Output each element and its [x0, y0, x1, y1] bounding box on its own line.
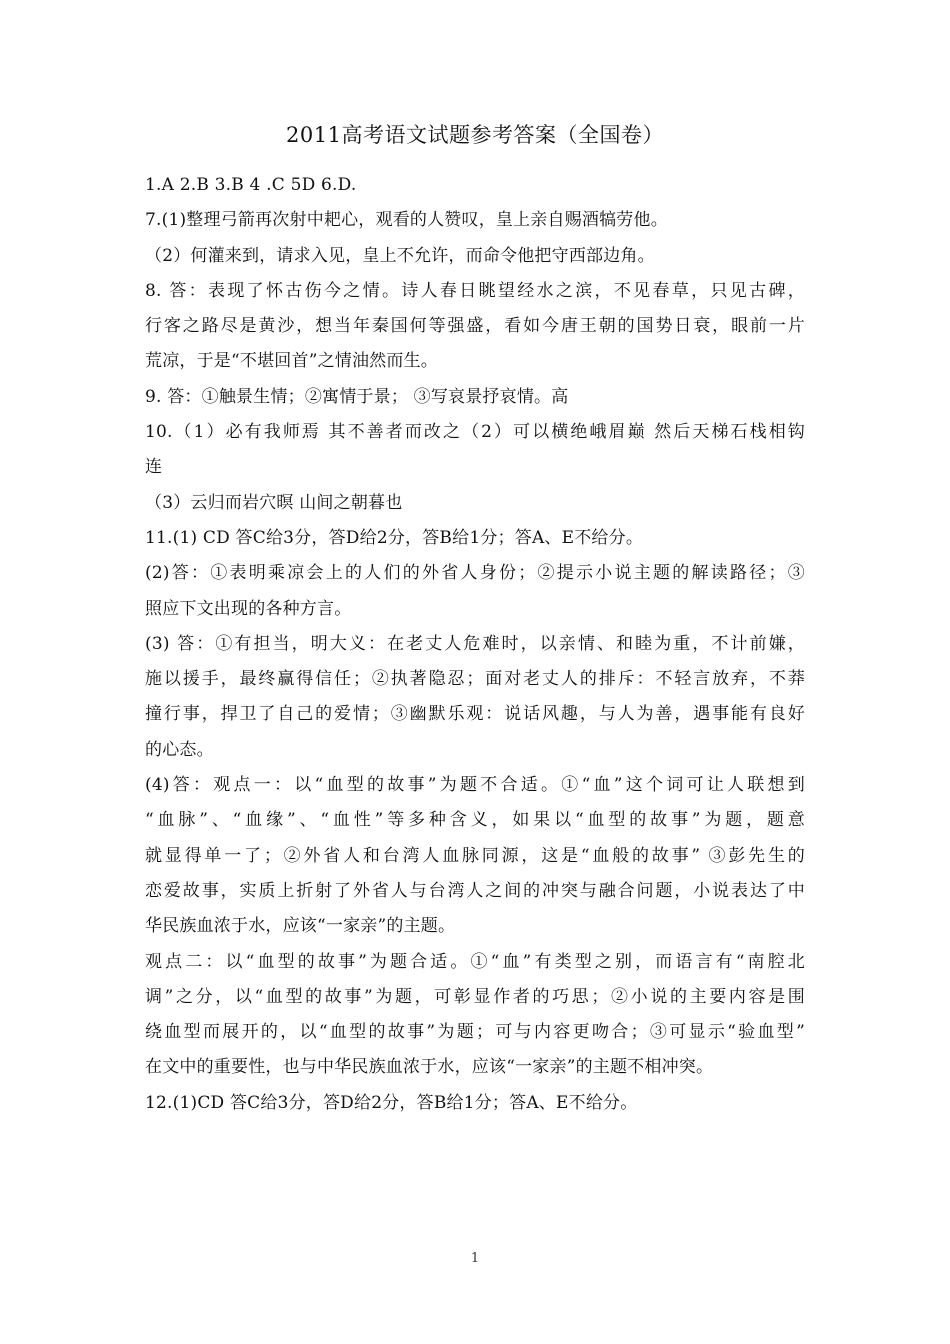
text-line: 7.(1)整理弓箭再次射中耙心，观看的人赞叹，皇上亲自赐酒犒劳他。	[145, 210, 668, 231]
page-number: 1	[470, 1251, 480, 1266]
answer-body	[145, 168, 805, 1121]
text-line: 施以援手，最终赢得信任；②执著隐忍；面对老丈人的排斥：不轻言放弃，不莽	[145, 669, 805, 690]
text-line: 12.(1)CD 答C给3分，答D给2分，答B给1分；答A、E不给分。	[145, 1092, 638, 1113]
text-line: 照应下文出现的各种方言。	[145, 598, 352, 619]
page-title: 2011高考语文试题参考答案（全国卷）	[286, 123, 664, 147]
text-line: 连	[145, 457, 163, 478]
text-line: 恋爱故事，实质上折射了外省人与台湾人之间的冲突与融合问题，小说表达了中	[145, 880, 805, 901]
text-line: 8. 答：表现了怀古伤今之情。诗人春日眺望经水之滨，不见春草，只见古碑，	[145, 280, 805, 301]
text-line: 撞行事，捍卫了自己的爱情；③幽默乐观：说话风趣，与人为善，遇事能有良好	[145, 704, 805, 725]
text-line: (2)答：①表明乘凉会上的人们的外省人身份；②提示小说主题的解读路径；③	[145, 563, 805, 584]
text-line: (3) 答：①有担当，明大义：在老丈人危难时，以亲情、和睦为重，不计前嫌，	[145, 633, 805, 654]
text-line: 华民族血浓于水，应该“一家亲”的主题。	[145, 916, 456, 937]
text-line: (4)答：观点一：以“血型的故事”为题不合适。①“血”这个词可让人联想到	[145, 775, 805, 796]
text-line: 11.(1) CD 答C给3分，答D给2分，答B给1分；答A、E不给分。	[145, 527, 644, 548]
text-line: 9. 答：①触景生情；②寓情于景； ③写哀景抒哀情。高	[145, 386, 569, 407]
text-line: 10.（1）必有我师焉 其不善者而改之（2）可以横绝峨眉巅 然后天梯石栈相钩	[145, 422, 805, 443]
text-line: 观点二：以“血型的故事”为题合适。①“血”有类型之别，而语言有“南腔北	[145, 951, 805, 972]
text-line: 的心态。	[145, 739, 214, 760]
text-line: 调”之分，以“血型的故事”为题，可彰显作者的巧思；②小说的主要内容是围	[145, 986, 805, 1007]
text-line: 1.A 2.B 3.B 4 .C 5D 6.D.	[145, 175, 357, 195]
text-line: 绕血型而展开的，以“血型的故事”为题；可与内容更吻合；③可显示“验血型”	[145, 1022, 805, 1043]
text-line: （3）云归而岩穴暝 山间之朝暮也	[145, 492, 403, 513]
text-line: 就显得单一了；②外省人和台湾人血脉同源，这是“血般的故事” ③彭先生的	[145, 845, 805, 866]
text-line: 在文中的重要性，也与中华民族血浓于水，应该“一家亲”的主题不相冲突。	[145, 1057, 714, 1078]
text-line: 荒凉，于是“不堪回首”之情油然而生。	[145, 351, 438, 372]
text-line: “血脉”、“血缘”、“血性”等多种含义，如果以“血型的故事”为题，题意	[145, 810, 805, 831]
text-line: （2）何灌来到，请求入见，皇上不允许，而命令他把守西部边角。	[145, 245, 655, 266]
text-line: 行客之路尽是黄沙，想当年秦国何等强盛，看如今唐王朝的国势日衰，眼前一片	[145, 316, 805, 337]
